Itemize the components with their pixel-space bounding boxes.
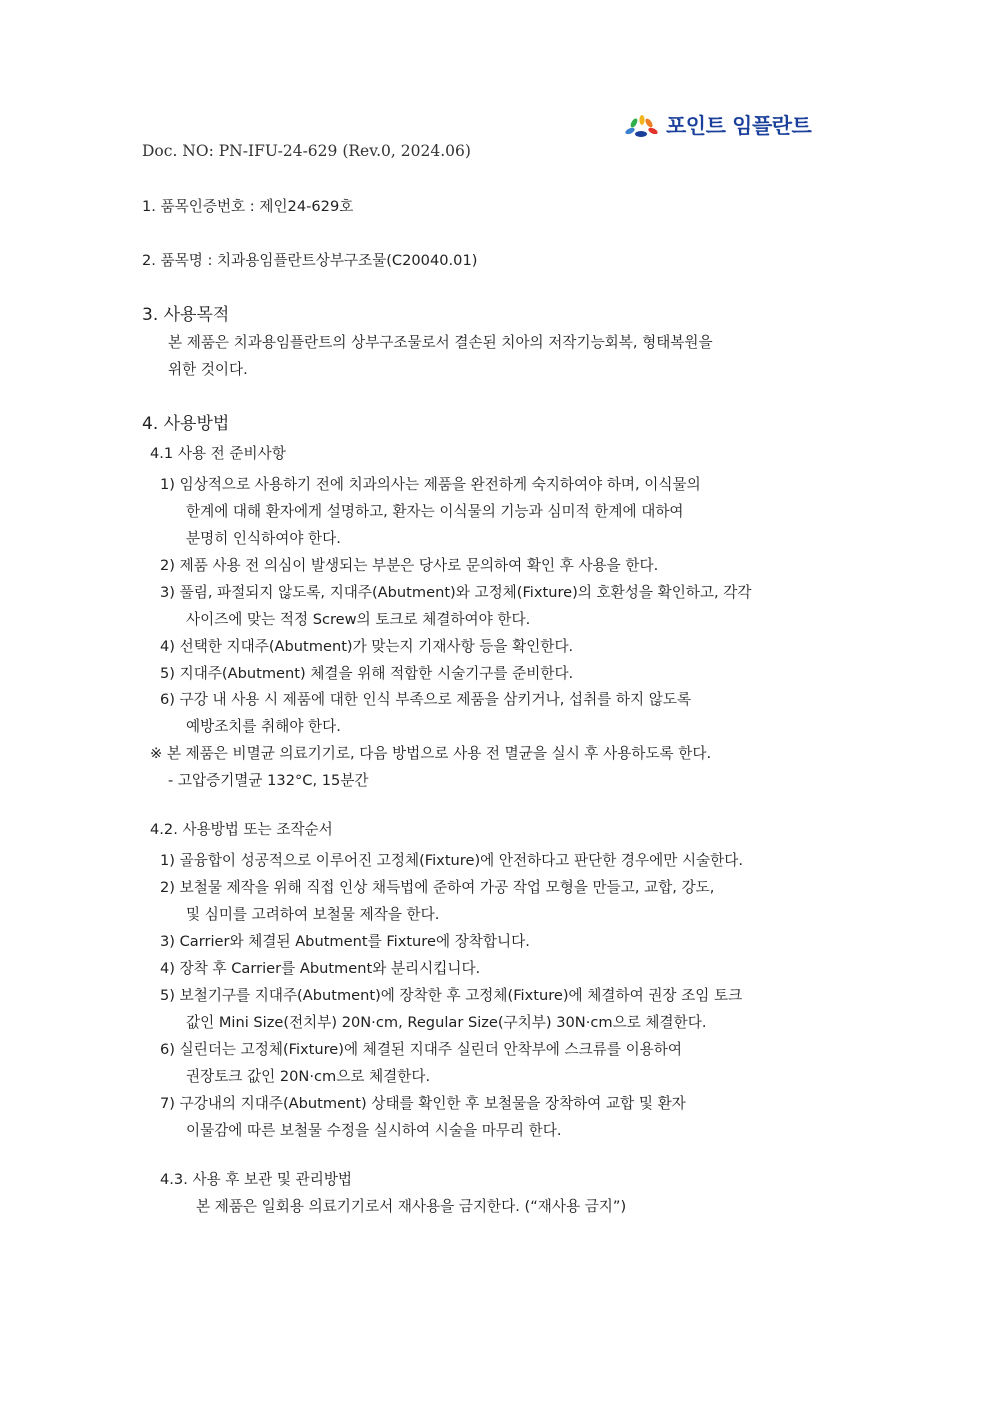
- subsection-heading-procedure: 4.2. 사용방법 또는 조작순서: [150, 821, 333, 838]
- proc-item-5-line-2: 값인 Mini Size(전치부) 20N·cm, Regular Size(구치부) 30N·cm으로 체결한다.: [186, 1014, 707, 1031]
- proc-item-2-line-1: 2) 보철물 제작을 위해 직접 인상 채득법에 준하여 가공 작업 모형을 만들고, 교합, 강도,: [160, 879, 715, 896]
- purpose-line-2: 위한 것이다.: [168, 361, 248, 378]
- sterilization-note: ※ 본 제품은 비멸균 의료기기로, 다음 방법으로 사용 전 멸균을 실시 후 사용하도록 한다.: [150, 745, 712, 762]
- storage-instruction: 본 제품은 일회용 의료기기로서 재사용을 금지한다. (“재사용 금지”): [196, 1198, 627, 1215]
- section-heading-purpose: 3. 사용목적: [142, 305, 230, 325]
- logo-text: 포인트 임플란트: [666, 114, 812, 138]
- subsection-heading-prep: 4.1 사용 전 준비사항: [150, 445, 286, 462]
- proc-item-5-line-1: 5) 보철기구를 지대주(Abutment)에 장착한 후 고정체(Fixture)에 체결하여 권장 조임 토크: [160, 987, 743, 1004]
- prep-item-1-line-2: 한계에 대해 환자에게 설명하고, 환자는 이식물의 기능과 심미적 한계에 대하여: [186, 503, 684, 520]
- sterilization-method: - 고압증기멸균 132°C, 15분간: [168, 772, 369, 789]
- prep-item-2: 2) 제품 사용 전 의심이 발생되는 부분은 당사로 문의하여 확인 후 사용을 한다.: [160, 557, 659, 574]
- prep-item-3-line-2: 사이즈에 맞는 적정 Screw의 토크로 체결하여야 한다.: [186, 611, 531, 628]
- prep-item-5: 5) 지대주(Abutment) 체결을 위해 적합한 시술기구를 준비한다.: [160, 665, 574, 682]
- prep-item-4: 4) 선택한 지대주(Abutment)가 맞는지 기재사항 등을 확인한다.: [160, 638, 574, 655]
- prep-item-1-line-3: 분명히 인식하여야 한다.: [186, 530, 341, 547]
- certification-number: 1. 품목인증번호 : 제인24-629호: [142, 198, 354, 215]
- prep-item-6-line-2: 예방조치를 취해야 한다.: [186, 718, 341, 735]
- section-heading-usage: 4. 사용방법: [142, 414, 230, 434]
- proc-item-4: 4) 장착 후 Carrier를 Abutment와 분리시킵니다.: [160, 960, 481, 977]
- logo-flower-icon: [622, 111, 660, 139]
- proc-item-7-line-2: 이물감에 따른 보철물 수정을 실시하여 시술을 마무리 한다.: [186, 1122, 562, 1139]
- prep-item-3-line-1: 3) 풀림, 파절되지 않도록, 지대주(Abutment)와 고정체(Fixture)의 호환성을 확인하고, 각각: [160, 584, 752, 601]
- proc-item-2-line-2: 및 심미를 고려하여 보철물 제작을 한다.: [186, 906, 440, 923]
- prep-item-1-line-1: 1) 임상적으로 사용하기 전에 치과의사는 제품을 완전하게 숙지하여야 하며, 이식물의: [160, 476, 701, 493]
- subsection-heading-storage: 4.3. 사용 후 보관 및 관리방법: [160, 1171, 353, 1188]
- proc-item-1: 1) 골융합이 성공적으로 이루어진 고정체(Fixture)에 안전하다고 판단한 경우에만 시술한다.: [160, 852, 743, 869]
- document-number: Doc. NO: PN-IFU-24-629 (Rev.0, 2024.06): [142, 142, 471, 160]
- proc-item-6-line-2: 권장토크 값인 20N·cm으로 체결한다.: [186, 1068, 431, 1085]
- prep-item-6-line-1: 6) 구강 내 사용 시 제품에 대한 인식 부족으로 제품을 삼키거나, 섭취를 하지 않도록: [160, 691, 692, 708]
- purpose-line-1: 본 제품은 치과용임플란트의 상부구조물로서 결손된 치아의 저작기능회복, 형태복원을: [168, 334, 713, 351]
- proc-item-3: 3) Carrier와 체결된 Abutment를 Fixture에 장착합니다.: [160, 933, 530, 950]
- proc-item-6-line-1: 6) 실린더는 고정체(Fixture)에 체결된 지대주 실린더 안착부에 스크류를 이용하여: [160, 1041, 682, 1058]
- proc-item-7-line-1: 7) 구강내의 지대주(Abutment) 상태를 확인한 후 보철물을 장착하여 교합 및 환자: [160, 1095, 686, 1112]
- company-logo: [622, 110, 811, 140]
- product-name: 2. 품목명 : 치과용임플란트상부구조물(C20040.01): [142, 252, 478, 269]
